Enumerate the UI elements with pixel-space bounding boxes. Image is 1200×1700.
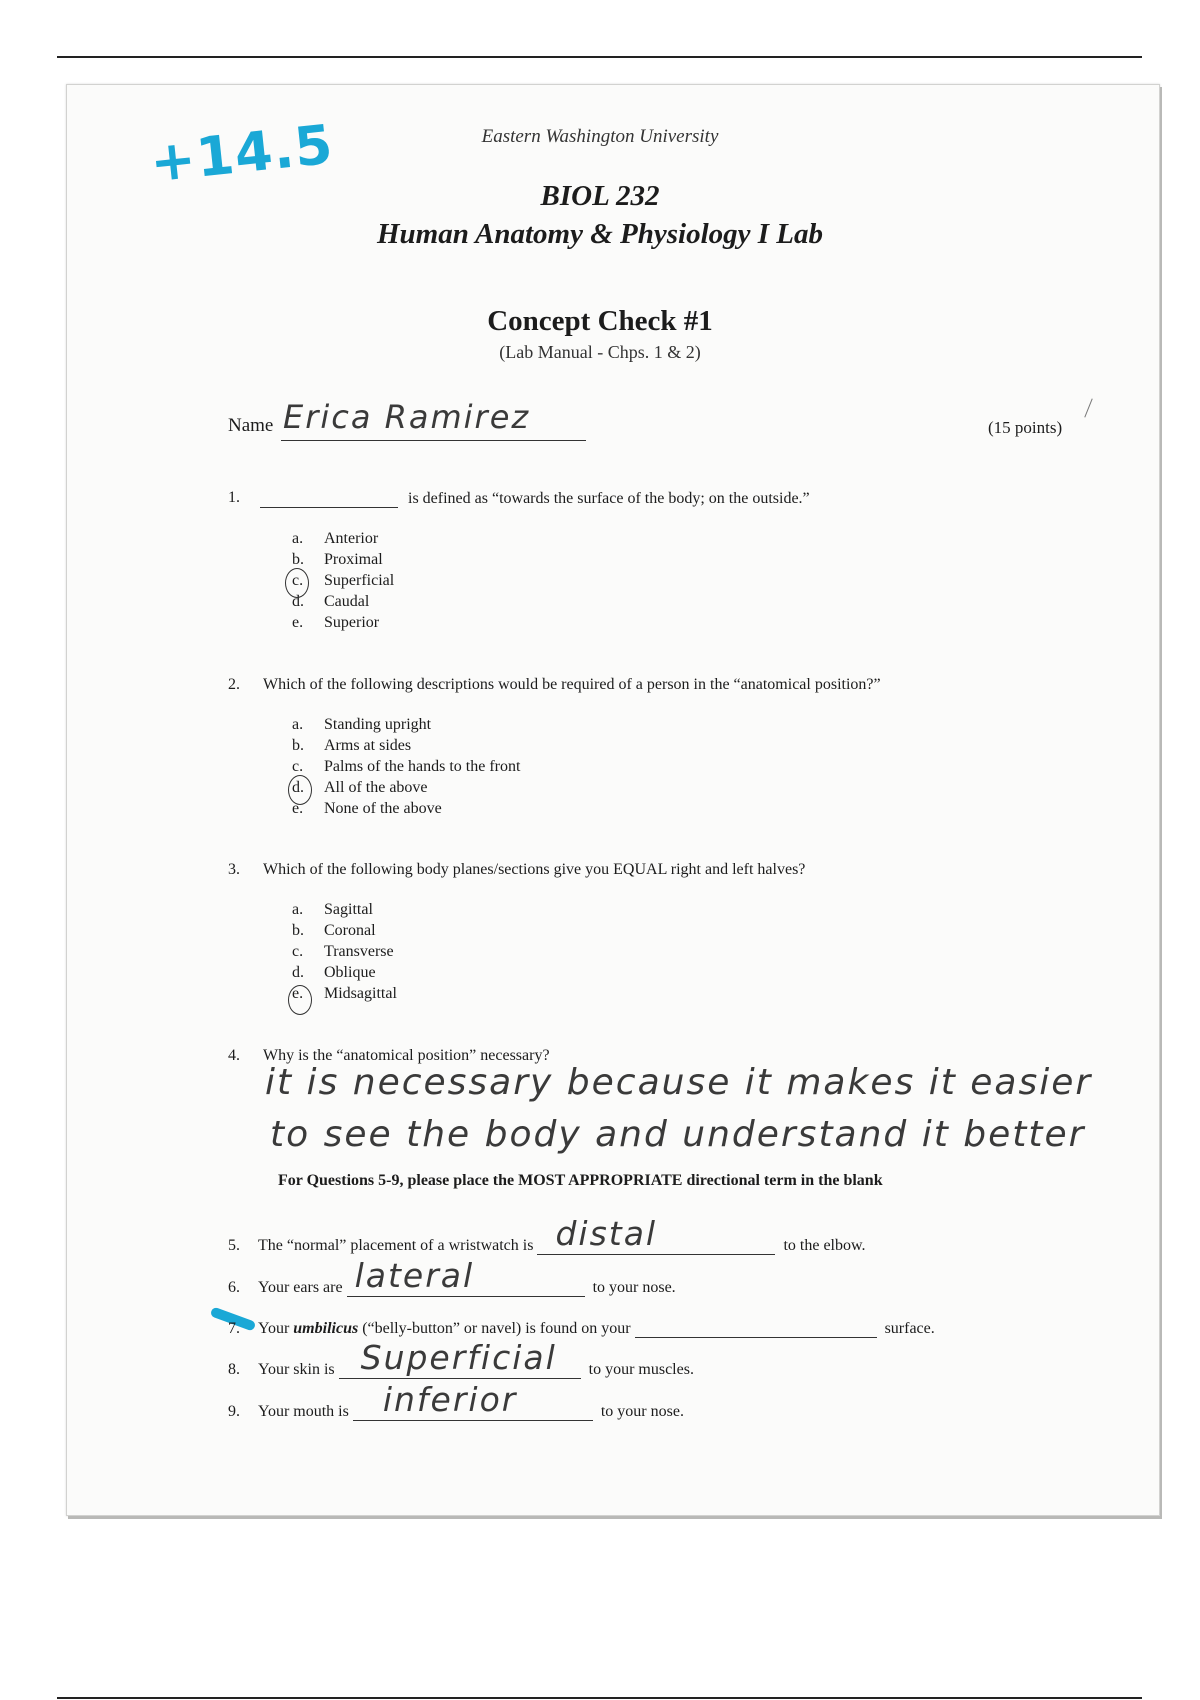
- course-title: Human Anatomy & Physiology I Lab: [376, 218, 824, 250]
- question-text-after: to the elbow.: [783, 1237, 866, 1254]
- question-text: Your: [258, 1320, 290, 1337]
- fill-in-question-9: [228, 1380, 684, 1421]
- question-text-after: surface.: [884, 1320, 935, 1337]
- option-letter: c.: [292, 572, 304, 589]
- question-number: 5.: [228, 1237, 240, 1254]
- option-text: Anterior: [324, 530, 379, 547]
- question-text-after: to your nose.: [600, 1403, 684, 1420]
- question-number: 7.: [228, 1320, 240, 1337]
- answer-blank: [635, 1319, 877, 1338]
- selected-answer-circle: [288, 985, 312, 1015]
- question-number: 9.: [228, 1403, 240, 1420]
- bottom-rule: [57, 1697, 1142, 1699]
- fill-in-question-7: [228, 1319, 935, 1338]
- option-text: Palms of the hands to the front: [324, 758, 521, 775]
- question-number: 4.: [228, 1047, 240, 1064]
- question-text: (“belly-button” or navel) is found on your: [362, 1320, 631, 1337]
- option-text: Caudal: [324, 593, 370, 610]
- page-subtitle: (Lab Manual - Chps. 1 & 2): [499, 342, 701, 362]
- question-number: 6.: [228, 1279, 240, 1296]
- student-name: Erica Ramirez: [283, 398, 531, 436]
- option-text: Coronal: [324, 922, 376, 939]
- option-letter: d.: [292, 593, 304, 610]
- question-text: Your skin is: [258, 1361, 335, 1378]
- handwritten-answer: Superficial: [360, 1338, 557, 1377]
- option-letter: d.: [292, 779, 304, 796]
- option-letter: d.: [292, 964, 304, 981]
- answer-blank: [537, 1214, 775, 1255]
- answer-blank: [260, 489, 398, 508]
- fill-in-question-6: [228, 1256, 676, 1297]
- option-letter: b.: [292, 551, 304, 568]
- option-letter: a.: [292, 530, 304, 547]
- question-text-after: to your nose.: [592, 1279, 676, 1296]
- fill-in-question-5: [228, 1214, 866, 1255]
- question-text: is defined as “towards the surface of the body; on the outside.”: [408, 490, 810, 507]
- option-text: Proximal: [324, 551, 383, 568]
- selected-answer-circle: [285, 568, 309, 598]
- section-instructions: For Questions 5-9, please place the MOST APPROPRIATE directional term in the blank: [278, 1172, 883, 1189]
- option-text: None of the above: [324, 800, 442, 817]
- points-label: (15 points): [988, 418, 1063, 437]
- selected-answer-circle: [288, 775, 312, 805]
- question-text: Your ears are: [258, 1279, 343, 1296]
- fill-in-question-8: [228, 1338, 694, 1379]
- handwritten-answer-line-2: to see the body and understand it better: [270, 1114, 1086, 1155]
- question-text: Which of the following descriptions would be required of a person in the “anatomical position?”: [263, 676, 881, 693]
- option-text: Transverse: [324, 943, 394, 960]
- option-text: Midsagittal: [324, 985, 397, 1002]
- question-number: 2.: [228, 676, 240, 693]
- question-1: [260, 489, 810, 508]
- handwritten-answer: distal: [555, 1214, 658, 1253]
- option-text: Arms at sides: [324, 737, 412, 754]
- option-letter: c.: [292, 758, 304, 775]
- option-text: Oblique: [324, 964, 376, 981]
- answer-blank: [339, 1338, 581, 1379]
- option-text: Standing upright: [324, 716, 432, 733]
- option-letter: e.: [292, 985, 304, 1002]
- question-number: 3.: [228, 861, 240, 878]
- university-name: Eastern Washington University: [481, 126, 719, 147]
- name-label: Name: [228, 415, 274, 436]
- option-letter: e.: [292, 800, 304, 817]
- handwritten-score: +14.5: [147, 112, 337, 195]
- option-letter: e.: [292, 614, 304, 631]
- question-text: Which of the following body planes/sections give you EQUAL right and left halves?: [263, 861, 806, 878]
- option-text: Superficial: [324, 572, 395, 589]
- handwritten-answer: inferior: [382, 1380, 518, 1419]
- handwritten-answer: lateral: [354, 1256, 475, 1295]
- course-code: BIOL 232: [540, 180, 660, 212]
- question-number: 1.: [228, 489, 240, 506]
- question-text: Your mouth is: [258, 1403, 349, 1420]
- name-line: [281, 440, 586, 441]
- option-text: Sagittal: [324, 901, 373, 918]
- question-number: 8.: [228, 1361, 240, 1378]
- worksheet-page: [66, 84, 1160, 1516]
- question-text-after: to your muscles.: [588, 1361, 694, 1378]
- option-letter: c.: [292, 943, 304, 960]
- emphasized-term: umbilicus: [293, 1320, 359, 1337]
- option-letter: b.: [292, 737, 304, 754]
- option-letter: a.: [292, 716, 304, 733]
- top-rule: [57, 56, 1142, 58]
- handwritten-answer-line-1: it is necessary because it makes it easier: [265, 1062, 1093, 1103]
- option-letter: b.: [292, 922, 304, 939]
- option-letter: a.: [292, 901, 304, 918]
- question-text: The “normal” placement of a wristwatch is: [258, 1237, 534, 1254]
- page-title: Concept Check #1: [487, 305, 713, 337]
- question-text: Why is the “anatomical position” necessary?: [263, 1047, 550, 1064]
- option-text: All of the above: [324, 779, 428, 796]
- answer-blank: [347, 1256, 585, 1297]
- answer-blank: [353, 1380, 593, 1421]
- option-text: Superior: [324, 614, 380, 631]
